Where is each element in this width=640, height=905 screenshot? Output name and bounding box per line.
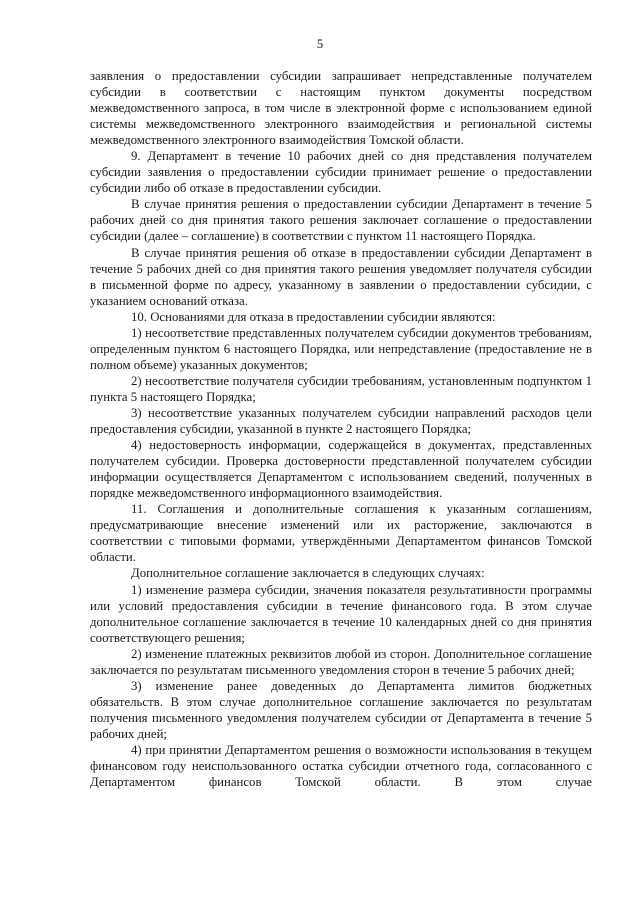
- paragraph-additional-case-2: 2) изменение платежных реквизитов любой из сторон. Дополнительное соглашение заключается по результатам письменного уведомления сторон в течение 5 рабочих дней;: [90, 646, 592, 677]
- paragraph-additional-case-1: 1) изменение размера субсидии, значения показателя результативности программы или условий предоставления субсидии в течение финансового года. В этом случае дополнительное соглашение заключается в течение 10 календарных дней со дня принятия соответствующего решения;: [90, 582, 592, 645]
- paragraph-refusal-ground-1: 1) несоответствие представленных получателем субсидии документов требованиям, определенным пунктом 6 настоящего Порядка, или непредставление (предоставление не в полном объеме) указанных документов;: [90, 325, 592, 372]
- paragraph-request-continuation: заявления о предоставлении субсидии запрашивает непредставленные получателем субсидии в соответствии с настоящим пунктом документы посредством межведомственного запроса, в том числе в электронной форме с использованием единой системы межведомственного электронного взаимодействия и региональной системы межведомственного электронного взаимодействия Томской области.: [90, 69, 592, 148]
- paragraph-clause-9: 9. Департамент в течение 10 рабочих дней со дня представления получателем субсидии заявления о предоставлении субсидии принимает решение о предоставлении субсидии либо об отказе в предоставлении субсидии.: [90, 149, 592, 196]
- paragraph-clause-10: 10. Основаниями для отказа в предоставлении субсидии являются:: [131, 309, 496, 324]
- paragraph-refusal-ground-4: 4) недостоверность информации, содержащейся в документах, представленных получателем субсидии. Проверка достоверности представленной получателем субсидии информации осуществляется Департаментом с использованием сведений, полученных в порядке межведомственного информационного взаимодействия.: [90, 438, 592, 501]
- paragraph-additional-agreement-intro: Дополнительное соглашение заключается в следующих случаях:: [131, 566, 485, 581]
- paragraph-additional-case-3: 3) изменение ранее доведенных до Департамента лимитов бюджетных обязательств. В этом случае дополнительное соглашение заключается по результатам получения письменного уведомления получателем субсидии от Департамента в течение 5 рабочих дней;: [90, 678, 592, 741]
- paragraph-refusal-case: В случае принятия решения об отказе в предоставлении субсидии Департамент в течение 5 рабочих дней со дня принятия такого решения уведомляет получателя субсидии в письменной форме по адресу, указанному в заявлении о предоставлении субсидии, с указанием оснований отказа.: [90, 245, 592, 308]
- paragraph-refusal-ground-2: 2) несоответствие получателя субсидии требованиям, установленным подпунктом 1 пункта 5 настоящего Порядка;: [90, 373, 592, 404]
- document-body: [90, 68, 592, 790]
- page-number: 5: [316, 37, 324, 51]
- paragraph-refusal-ground-3: 3) несоответствие указанных получателем субсидии направлений расходов цели предоставления субсидии, указанной в пункте 2 настоящего Порядка;: [90, 405, 592, 437]
- paragraph-additional-case-4: 4) при принятии Департаментом решения о возможности использования в текущем финансовом году неиспользованного остатка субсидии отчетного года, согласованного с Департаментом финансов Томской области. В этом случае: [90, 742, 592, 790]
- paragraph-clause-11: 11. Соглашения и дополнительные соглашения к указанным соглашениям, предусматривающие внесение изменений или их расторжение, заключаются в соответствии с типовыми формами, утверждёнными Департаментом финансов Томской области.: [90, 502, 592, 565]
- paragraph-approval-case: В случае принятия решения о предоставлении субсидии Департамент в течение 5 рабочих дней со дня принятия такого решения заключает соглашение о предоставлении субсидии (далее – соглашение) в соответствии с пунктом 11 настоящего Порядка.: [90, 197, 592, 244]
